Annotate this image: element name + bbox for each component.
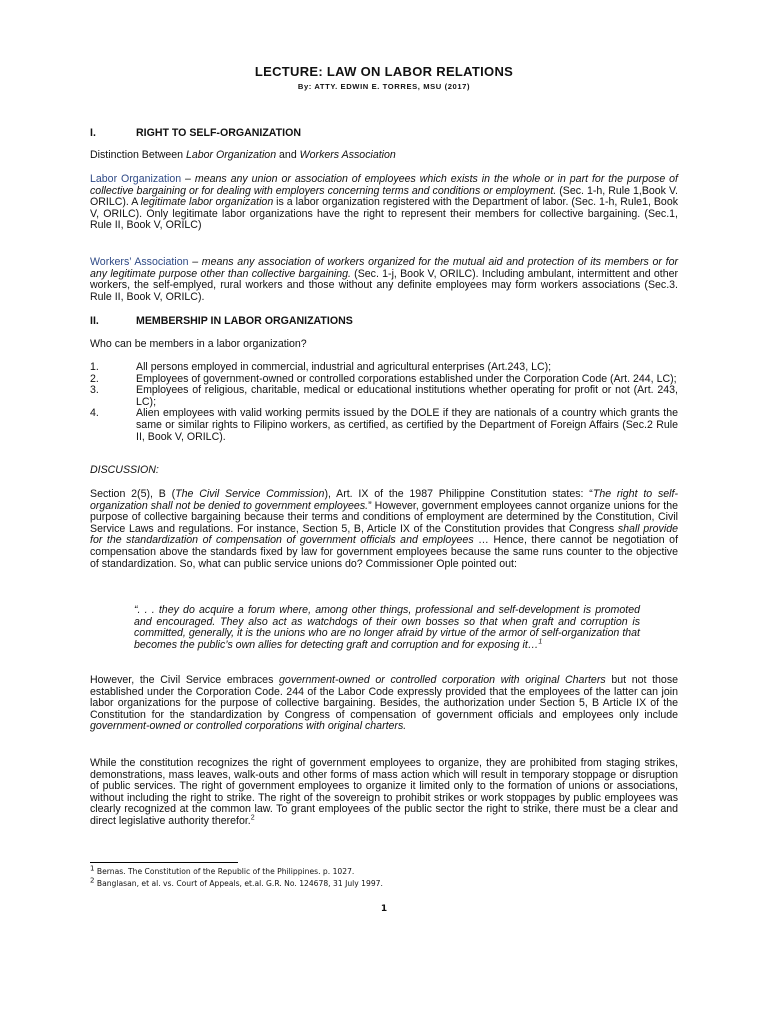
footnote-number: 2 xyxy=(90,876,95,885)
p1-part-e: ” However, government employees cannot organize unions for the purpose of collective bargaining because their terms and conditions of employment are determined by the Constitution, Civil Service Laws and regulations. For instance, Section 5, B, Article IX of the Constitution provides that Congress xyxy=(90,499,678,535)
list-item-number: 1. xyxy=(90,361,99,373)
section-2-number: II. xyxy=(90,315,99,327)
p1-part-a: Section 2(5), B ( xyxy=(90,488,176,500)
workers-association-definition: – means any association of workers organized for the mutual aid and protection of its members or for any legitimate purpose other than collective bargaining. xyxy=(90,256,678,280)
discussion-paragraph-1 xyxy=(90,489,678,570)
ople-quote xyxy=(134,605,640,651)
section-2-title: MEMBERSHIP IN LABOR ORGANIZATIONS xyxy=(136,315,353,327)
footnote-ref-2: 2 xyxy=(250,814,255,822)
distinction-line xyxy=(90,150,678,162)
footnote-2 xyxy=(90,876,383,888)
discussion-paragraph-3 xyxy=(90,758,678,828)
list-item xyxy=(90,385,678,408)
distinction-and: and xyxy=(276,149,300,161)
footnote-1 xyxy=(90,864,355,876)
list-item-number: 4. xyxy=(90,407,99,420)
labor-organization-rest: is a labor organization registered with the Department of labor. (Sec. 1-h, Rule1, Book V, ORILC). Only legitimate labor organizations have the right to represent their members for collective bargaining. (Sec.1, Rule II, Book V, ORILC) xyxy=(90,196,679,232)
page-number: 1 xyxy=(380,904,388,914)
discussion-label xyxy=(90,465,678,477)
footnote-text: Bernas. The Constitution of the Republic of the Philippines. p. 1027. xyxy=(94,867,355,876)
section-1-title: RIGHT TO SELF-ORGANIZATION xyxy=(136,127,301,139)
footnote-number: 1 xyxy=(90,864,95,873)
term-labor-organization: Labor Organization xyxy=(185,149,277,161)
list-item-text: Employees of government-owned or controlled corporations established under the Corporation Code (Art. 244, LC); xyxy=(136,372,677,385)
workers-association-paragraph xyxy=(90,257,678,303)
footnote-text: Banglasan, et al. vs. Court of Appeals, et.al. G.R. No. 124678, 31 July 1997. xyxy=(94,879,383,888)
footnote-ref-1: 1 xyxy=(538,638,543,646)
list-item-text: All persons employed in commercial, industrial and agricultural enterprises (Art.243, LC); xyxy=(136,361,552,373)
list-item-text: Employees of religious, charitable, medical or educational institutions whether operating for profit or not (Art. 243, LC); xyxy=(136,384,678,408)
list-item-number: 2. xyxy=(90,372,99,385)
legitimate-labor-organization-term: legitimate labor organization xyxy=(140,196,274,209)
membership-question: Who can be members in a labor organization? xyxy=(90,338,307,350)
membership-list xyxy=(90,362,678,443)
p1-civil-service: The Civil Service Commission xyxy=(175,488,325,500)
section-1-number: I. xyxy=(90,127,96,139)
ople-quote-text: “. . . they do acquire a forum where, among other things, professional and self-development is promoted and encouraged. They also act as watchdogs of their own bosses so that when graft and corruption is committed, generally, it is the unions who are no longer afraid by virtue of the armor of self-organization that becomes the public’s own allies for detecting graft and corruption and for exposing it… xyxy=(134,604,640,651)
discussion-label-text: DISCUSSION: xyxy=(90,464,159,476)
list-item-text: Alien employees with valid working permits issued by the DOLE if they are nationals of a country which grants the same or similar rights to Filipino workers, as certified, as certified by the Department of Foreign Affairs (Sec.2 Rule II, Book V, ORILC). xyxy=(136,407,678,443)
p2-part-c: but not those established under the Corporation Code. 244 of the Labor Code expressly provided that the employees of the latter can join labor organizations for the purpose of collective bargaining. Besides, the authorization under Section 5, B Article IX of the Constitution for the standardization by Congress of compensation of government officials and employees only include xyxy=(90,674,679,721)
labor-organization-paragraph xyxy=(90,174,678,232)
p2-gocc-charters: government-owned or controlled corporations with original charters. xyxy=(90,720,407,733)
list-item-number: 3. xyxy=(90,384,99,397)
list-item xyxy=(90,408,678,443)
p2-part-a: However, the Civil Service embraces xyxy=(90,674,280,686)
labor-organization-definition: – means any union or association of employees which exists in the whole or in part for the purpose of collective bargaining or for dealing with employers concerning terms and conditions or employment. xyxy=(90,173,679,197)
author-byline: By: ATTY. EDWIN E. TORRES, MSU (2017) xyxy=(297,82,471,91)
list-item xyxy=(90,362,678,374)
discussion-paragraph-2 xyxy=(90,675,678,733)
p1-part-g: … Hence, there cannot be negotiation of compensation above the standards fixed by law for government employees because the same runs counter to the objective of standardization. So, what can public service unions do? Commissioner Ople pointed out: xyxy=(90,534,679,570)
p3-text: While the constitution recognizes the right of government employees to organize, they are prohibited from staging strikes, demonstrations, mass leaves, walk-outs and other forms of mass action which will result in temporary stoppage or disruption of public services. The right of government employees to organize it limited only to the formation of unions or associations, without including the right to strike. The right of the sovereign to prohibit strikes or work stoppages by public employees was clearly recognized at the common law. To grant employees of the public sector the right to strike, there must be a clear and direct legislative authority therefor. xyxy=(90,757,678,827)
lecture-title: LECTURE: LAW ON LABOR RELATIONS xyxy=(254,64,514,79)
footnote-divider xyxy=(90,862,238,863)
section-1-heading xyxy=(90,128,678,140)
distinction-prefix: Distinction Between xyxy=(90,149,186,161)
p1-part-c: ), Art. IX of the 1987 Philippine Constitution states: “ xyxy=(324,488,593,500)
p1-quote-right: The right to self-organization shall not be denied to government employees. xyxy=(90,488,678,512)
section-2-heading xyxy=(90,316,678,328)
workers-association-rest: (Sec. 1-j, Book V, ORILC). Including ambulant, intermittent and other workers, the self-emplyed, rural workers and those without any definite employees may form workers associations (Sec.3. Rule II, Book V, ORILC). xyxy=(90,267,679,303)
labor-organization-term: Labor Organization xyxy=(90,173,182,185)
workers-association-term: Workers’ Association xyxy=(90,256,189,268)
p1-standardization: shall provide for the standardization of compensation of government officials and employees xyxy=(90,522,678,547)
labor-organization-citation: (Sec. 1-h, Rule 1,Book V. ORILC). A xyxy=(90,184,678,209)
p2-gocc: government-owned or controlled corporation with original Charters xyxy=(279,674,606,686)
term-workers-association: Workers Association xyxy=(299,149,396,161)
